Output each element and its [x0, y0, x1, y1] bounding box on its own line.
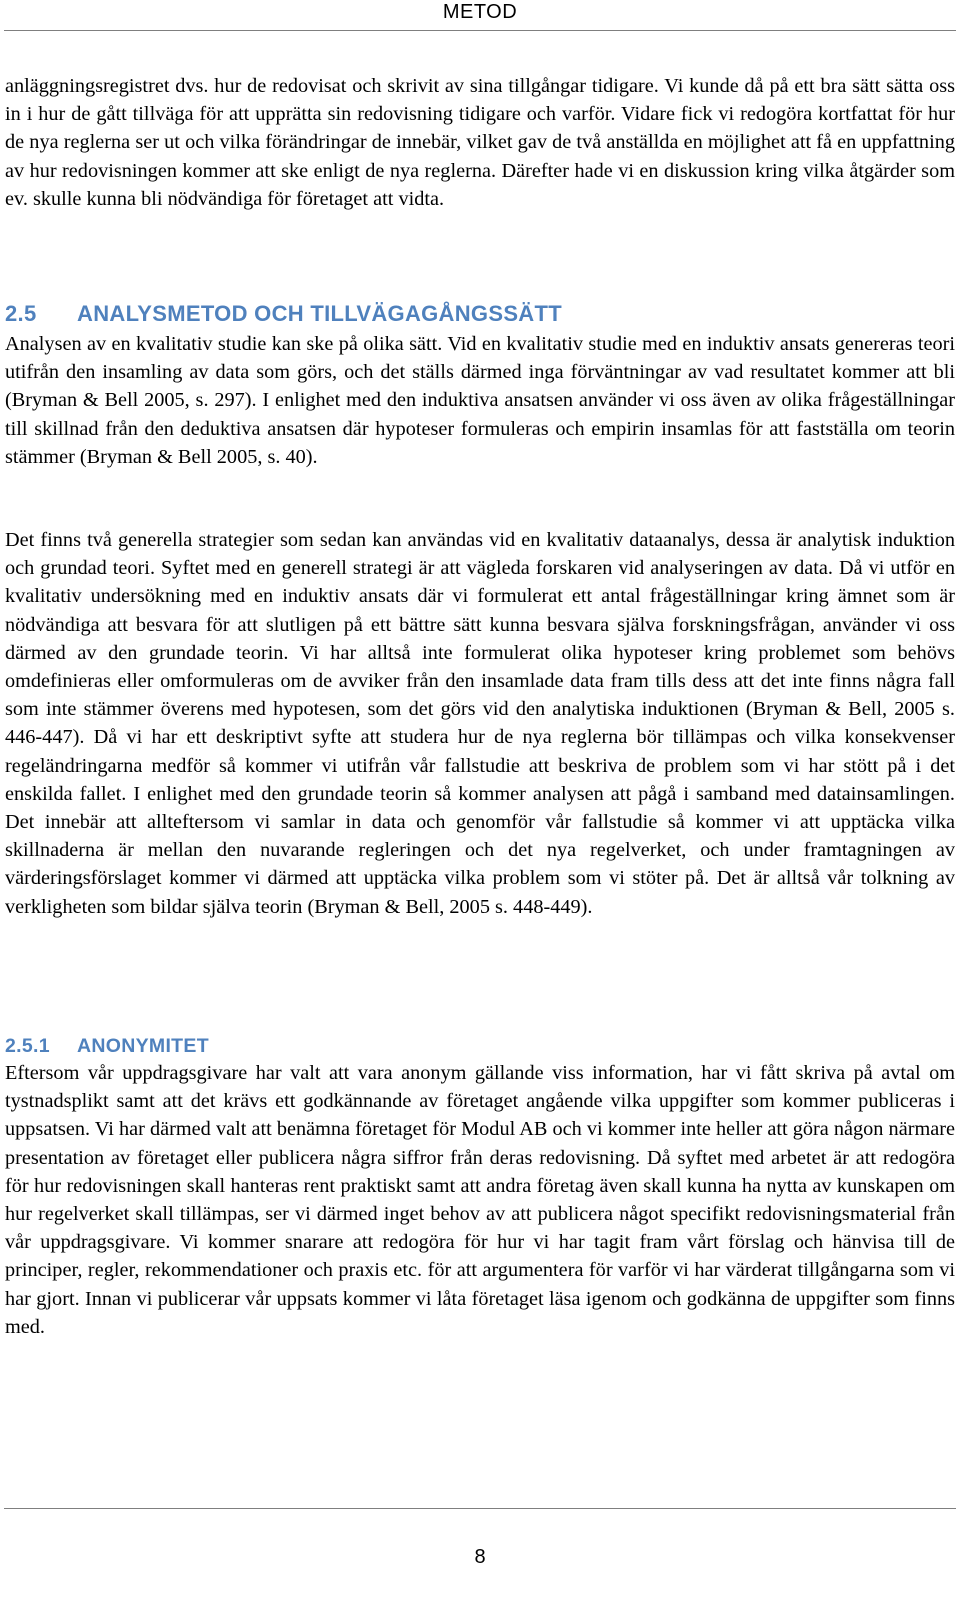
paragraph-4	[5, 1059, 955, 1341]
paragraph-2	[5, 330, 955, 471]
paragraph-1	[5, 72, 955, 213]
section-title: ANALYSMETOD OCH TILLVÄGAGÅNGSSÄTT	[77, 301, 562, 326]
page-header	[0, 0, 960, 24]
paragraph-4-text: Eftersom vår uppdragsgivare har valt att vara anonym gällande viss information, har vi fått skriva på avtal om tystnadsplikt samt att det krävs ett godkännande av företaget angående vilka uppgifter som kommer publiceras i uppsatsen. Vi har därmed valt att benämna företaget för Modul AB och vi kommer inte heller att göra någon närmare presentation av företaget eller publicera några siffror från deras redovisning. Då syftet med arbetet är att redogöra för hur redovisningen skall hanteras rent praktiskt samt att andra företag även skall kunna ha nytta av kunskapen om hur regelverket skall tillämpas, ser vi därmed inget behov av att publicera något specifikt redovisningsmaterial från vår uppdragsgivare. Vi kommer snarare att redogöra för hur vi har tagit fram vårt förslag och hänvisa till de principer, regler, rekommendationer och praxis etc. för att argumentera för varför vi har värderat tillgångarna som vi har gjort. Innan vi publicerar vår uppsats kommer vi låta företaget läsa igenom och godkänna de uppgifter som finns med.	[5, 1062, 955, 1338]
subsection-heading-2-5-1	[5, 1033, 209, 1059]
header-title: METOD	[442, 1, 518, 23]
page-number-text: 8	[474, 1546, 486, 1568]
section-number: 2.5	[5, 301, 37, 326]
header-divider	[4, 30, 956, 31]
subsection-number: 2.5.1	[5, 1035, 50, 1057]
paragraph-1-text: anläggningsregistret dvs. hur de redovisat och skrivit av sina tillgångar tidigare. Vi kunde då på ett bra sätt sätta oss in i hur de gått tillväga för att upprätta sin redovisning tidigare och varför. Vidare fick vi redogöra kortfattat för hur de nya reglerna ser ut och vilka förändringar de innebär, vilket gav de två anställda en möjlighet att få en uppfattning av hur redovisningen kommer att ske enligt de nya reglerna. Därefter hade vi en diskussion kring vilka åtgärder som ev. skulle kunna bli nödvändiga för företaget att vidta.	[5, 75, 955, 210]
footer-divider	[4, 1508, 956, 1509]
paragraph-3-text: Det finns två generella strategier som sedan kan användas vid en kvalitativ dataanalys, dessa är analytisk induktion och grundad teori. Syftet med en generell strategi är att vägleda forskaren vid analyseringen av data. Då vi utför en kvalitativ undersökning med en induktiv ansats där vi formulerat ett antal frågeställningar kring ämnet som är nödvändiga att besvara för att slutligen på ett bättre sätt kunna besvara själva forskningsfrågan, använder vi oss därmed av den grundade teorin. Vi har alltså inte formulerat olika hypoteser kring problemet som behövs omdefinieras eller omformuleras om de avviker från den insamlade data fram tills dess att det inte finns några fall som inte stämmer överens med hypotesen, som det görs vid den analytiska induktionen (Bryman & Bell, 2005 s. 446-447). Då vi har ett deskriptivt syfte att studera hur de nya reglerna bör tillämpas och vilka konsekvenser regeländringarna medför så kommer vi utifrån vår fallstudie att beskriva de problem som vi har stött på i det enskilda fallet. I enlighet med den grundade teorin så kommer analysen att pågå i samband med datainsamlingen. Det innebär att allteftersom vi samlar in data och genomför vår fallstudie så kommer vi att upptäcka vilka skillnaderna är mellan den nuvarande regleringen och det nya regelverket, och under framtagningen av värderingsförslaget kommer vi därmed att upptäcka vilka problem som vi stöter på. Det är alltså vår tolkning av verkligheten som bildar själva teorin (Bryman & Bell, 2005 s. 448-449).	[5, 529, 955, 918]
paragraph-3	[5, 526, 955, 921]
page-number	[0, 1545, 960, 1569]
section-heading-2-5	[5, 300, 562, 328]
subsection-title: ANONYMITET	[77, 1035, 209, 1057]
paragraph-2-text: Analysen av en kvalitativ studie kan ske på olika sätt. Vid en kvalitativ studie med en induktiv ansats genereras teori utifrån den insamling av data som görs, och det ställs därmed inga förväntningar av vad resultatet kommer att bli (Bryman & Bell 2005, s. 297). I enlighet med den induktiva ansatsen använder vi oss även av olika frågeställningar till skillnad från den deduktiva ansatsen där hypoteser formuleras och empirin insamlas för att fastställa om teorin stämmer (Bryman & Bell 2005, s. 40).	[5, 333, 955, 468]
